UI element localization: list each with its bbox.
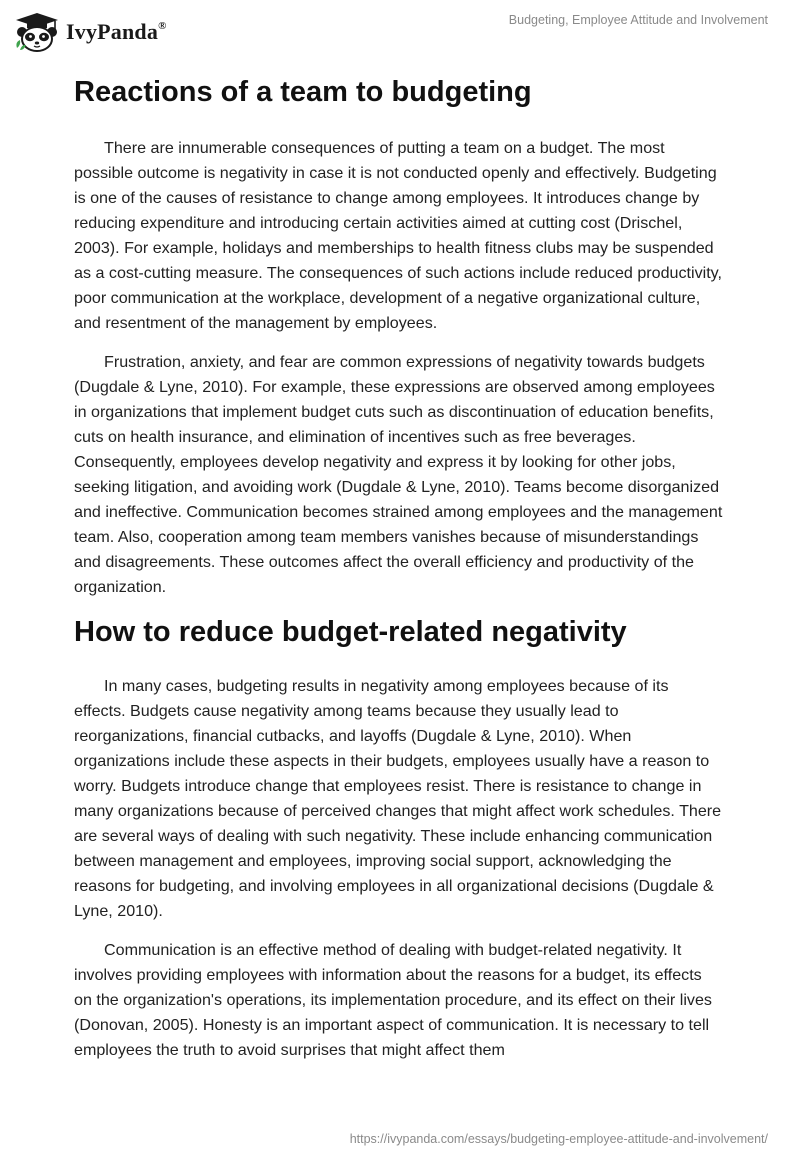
- brand-name-text: IvyPanda: [66, 19, 159, 44]
- paragraph: There are innumerable consequences of putting a team on a budget. The most possible outcome is negativity in case it is not conducted openly and effectively. Budgeting is one of the causes of resistance to change among employees. It introduces change by reducing expenditure and introducing certain activities aimed at cutting cost (Drischel, 2003). For example, holidays and memberships to health fitness clubs may be suspended as a cost-cutting measure. The consequences of such actions include reduced productivity, poor communication at the workplace, development of a negative organizational culture, and resentment of the management by employees.: [74, 139, 722, 332]
- essay-content: [74, 72, 724, 1077]
- brand-logo[interactable]: [14, 10, 167, 54]
- brand-name: [66, 19, 167, 45]
- source-url-link[interactable]: https://ivypanda.com/essays/budgeting-employee-attitude-and-involvement/: [349, 1132, 768, 1146]
- registered-mark: ®: [158, 19, 167, 32]
- paragraph: In many cases, budgeting results in negativity among employees because of its effects. Budgets cause negativity among teams because they usually lead to reorganizations, financial cutbacks, and layoffs (Dugdale & Lyne, 2010). When organizations include these aspects in their budgets, employees usually have a reason to worry. Budgets introduce change that employees resist. There is resistance to change in many organizations because of perceived changes that might affect work schedules. There are several ways of dealing with such negativity. These include enhancing communication between management and employees, improving social support, acknowledging the reasons for budgeting, and involving employees in all organizational decisions (Dugdale & Lyne, 2010).: [74, 677, 722, 920]
- paragraph: Communication is an effective method of dealing with budget-related negativity. It involves providing employees with information about the reasons for a budget, its effects on the organization's operations, its implementation procedure, and its effect on their lives (Donovan, 2005). Honesty is an important aspect of communication. It is necessary to tell employees the truth to avoid surprises that might affect them: [74, 941, 712, 1059]
- document-title: Budgeting, Employee Attitude and Involvement: [508, 13, 768, 27]
- paragraph: Frustration, anxiety, and fear are common expressions of negativity towards budgets (Dugdale & Lyne, 2010). For example, these expressions are observed among employees in organizations that implement budget cuts such as discontinuation of education benefits, cuts on health insurance, and elimination of incentives such as free beverages. Consequently, employees develop negativity and express it by looking for other jobs, seeking litigation, and avoiding work (Dugdale & Lyne, 2010). Teams become disorganized and ineffective. Communication becomes strained among employees and the management team. Also, cooperation among team members vanishes because of misunderstandings and disagreements. These outcomes affect the overall efficiency and productivity of the organization.: [74, 353, 723, 596]
- panda-graduate-icon: [14, 12, 60, 52]
- section-heading-reactions: Reactions of a team to budgeting: [74, 76, 532, 108]
- page-header: [0, 0, 800, 64]
- section-heading-reduce-negativity: How to reduce budget-related negativity: [74, 616, 627, 648]
